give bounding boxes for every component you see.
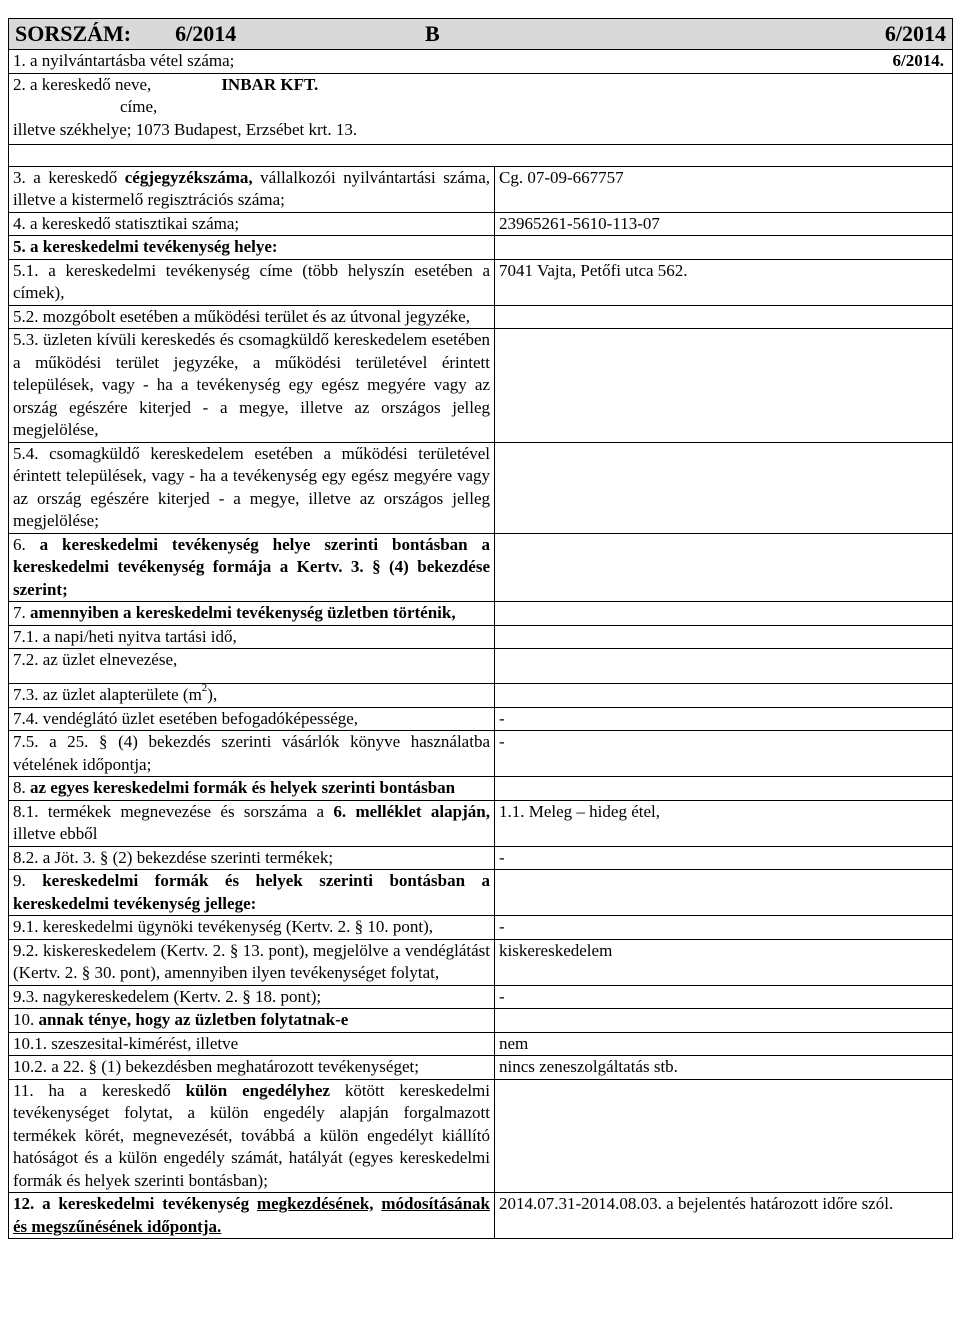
row-3-label-a: 3. a kereskedő	[13, 167, 125, 187]
row-10-label: annak ténye, hogy az üzletben folytatnak-e	[38, 1010, 349, 1029]
row-8-2-label: 8.2. a Jöt. 3. § (2) bekezdése szerinti termékek;	[13, 847, 334, 867]
row-5-4	[9, 442, 953, 533]
row-9-label: kereskedelmi formák és helyek szerinti bontásban a kereskedelmi tevékenység jellege:	[13, 871, 491, 913]
row-5-4-label: 5.4. csomagküldő kereskedelem esetében a működési területével érintett települések, vagy - ha a tevékenység egy egész megyére vagy az ország egészére kiterjed - a megye, illetve az országos jelleg megjelölése;	[13, 443, 490, 530]
row-5-3	[9, 329, 953, 443]
row-10-num: 10.	[13, 1010, 39, 1029]
row-7-5-value: -	[499, 732, 505, 751]
row-9-1-label: 9.1. kereskedelmi ügynöki tevékenység (Kertv. 2. § 10. pont),	[13, 917, 434, 936]
row-8-1-value: 1.1. Meleg – hideg étel,	[499, 801, 660, 821]
row-9-2-value: kiskereskedelem	[499, 940, 613, 960]
row-5-3-label: 5.3. üzleten kívüli kereskedés és csomagküldő kereskedelem esetében a működési terület jegyzéke, a működési területével érintett települések, vagy - ha a tevékenység egy egész megyére vagy az ország egészére kiterjed - a megye, illetve az országos jelleg megjelölése,	[13, 330, 490, 439]
row-8-label: az egyes kereskedelmi formák és helyek szerinti bontásban	[30, 778, 456, 797]
merchant-address: 1073 Budapest, Erzsébet krt. 13.	[135, 119, 358, 139]
row-5-1-value: 7041 Vajta, Petőfi utca 562.	[499, 260, 688, 280]
row-2	[9, 73, 953, 144]
row-9-3	[9, 985, 953, 1009]
row-7-2-label: 7.2. az üzlet elnevezése,	[13, 650, 178, 669]
row-8-1-label-a: 8.1. termékek megnevezése és sorszáma a	[13, 801, 334, 821]
row-12-label-d: módosításának és megszűnésének időpontja.	[13, 1194, 491, 1236]
row-2-line2: címe,	[120, 97, 158, 116]
row-5	[9, 236, 953, 260]
row-10-2-value: nincs zeneszolgáltatás stb.	[499, 1057, 678, 1076]
row-7-3-sup: 2	[201, 682, 208, 695]
row-9-3-value: -	[499, 986, 505, 1006]
row-12-value: 2014.07.31-2014.08.03. a bejelentés határozott időre szól.	[499, 1194, 894, 1213]
row-12	[9, 1193, 953, 1239]
gap-row	[9, 144, 953, 166]
row-7-4-label: 7.4. vendéglátó üzlet esetében befogadóképessége,	[13, 708, 359, 728]
row-7-1	[9, 625, 953, 649]
row-7	[9, 602, 953, 626]
header-number: 6/2014	[884, 21, 946, 46]
row-7-3-label: 7.3. az üzlet alapterülete (m	[13, 685, 202, 704]
row-7-num: 7.	[13, 603, 30, 622]
row-11-label-c: kötött kereskedelmi tevékenységet folytat, a külön engedély alapján forgalmazott termékek körét, megnevezését, továbbá a külön engedélyt kiállító hatóságot és a külön engedély számát, hatályát (egyes kereskedelmi formák és helyek szerinti bontásban);	[13, 1080, 490, 1190]
row-7-label: amennyiben a kereskedelmi tevékenység üzletben történik,	[30, 603, 456, 622]
row-11-label-b: külön engedélyhez	[185, 1080, 330, 1100]
row-3-label-b: cégjegyzékszáma,	[124, 167, 253, 187]
row-1-value: 6/2014.	[892, 51, 944, 70]
row-9-1-value: -	[499, 917, 505, 936]
row-5-2-label: 5.2. mozgóbolt esetében a működési terület és az útvonal jegyzéke,	[13, 306, 470, 326]
row-7-5	[9, 731, 953, 777]
row-12-label-b: megkezdésének,	[256, 1194, 374, 1213]
row-4-label: 4. a kereskedő statisztikai száma;	[13, 213, 240, 233]
row-6-num: 6.	[13, 534, 40, 554]
row-9-2-label: 9.2. kiskereskedelem (Kertv. 2. § 13. pont), megjelölve a vendéglátást (Kertv. 2. § 30. pont), amennyiben ilyen tevékenységet folytat,	[13, 940, 490, 982]
row-8-1	[9, 800, 953, 846]
merchant-name: INBAR KFT.	[221, 74, 319, 94]
row-7-5-label: 7.5. a 25. § (4) bekezdés szerinti vásárlók könyve használatba vételének időpontja;	[13, 732, 490, 774]
row-9-2	[9, 939, 953, 985]
row-7-3	[9, 684, 953, 708]
row-10-2	[9, 1056, 953, 1080]
row-9	[9, 870, 953, 916]
row-8-1-label-b: 6. melléklet alapján,	[333, 801, 490, 821]
header-category: B	[425, 21, 440, 46]
row-6-label: a kereskedelmi tevékenység helye szerinti bontásban a kereskedelmi tevékenység formája a Kertv. 3. § (4) bekezdése szerint;	[13, 534, 490, 599]
row-7-3-suffix: ),	[207, 685, 218, 704]
row-10-1	[9, 1032, 953, 1056]
row-12-label-a: 12. a kereskedelmi tevékenység	[13, 1194, 257, 1213]
row-10-1-value: nem	[499, 1033, 529, 1053]
row-3	[9, 166, 953, 212]
registration-document	[8, 18, 952, 1239]
row-5-1-label: 5.1. a kereskedelmi tevékenység címe (több helyszín esetében a címek),	[13, 260, 490, 302]
row-10	[9, 1009, 953, 1033]
row-3-value: Cg. 07-09-667757	[499, 167, 624, 187]
row-9-num: 9.	[13, 871, 43, 890]
row-2-label: 2. a kereskedő neve,	[13, 74, 152, 94]
row-4	[9, 212, 953, 236]
row-8-1-label-c: illetve ebből	[13, 824, 98, 843]
row-7-4	[9, 707, 953, 731]
row-5-1	[9, 259, 953, 305]
row-9-3-label: 9.3. nagykereskedelem (Kertv. 2. § 18. pont);	[13, 986, 322, 1006]
row-1-label: 1. a nyilvántartásba vétel száma;	[13, 51, 235, 70]
row-10-2-label: 10.2. a 22. § (1) bekezdésben meghatározott tevékenységet;	[13, 1057, 419, 1076]
row-6	[9, 533, 953, 602]
row-2-line3: illetve székhelye;	[13, 119, 132, 139]
header-row	[9, 19, 953, 50]
row-1	[9, 50, 953, 74]
row-11	[9, 1079, 953, 1193]
row-7-2	[9, 649, 953, 684]
header-serial: SORSZÁM: 6/2014	[15, 21, 237, 46]
row-4-value: 23965261-5610-113-07	[499, 213, 660, 233]
row-3-label-c: vállalkozói nyilvántartási száma, illetve a kistermelő regisztrációs száma;	[13, 167, 490, 209]
row-8-num: 8.	[13, 778, 30, 797]
row-10-1-label: 10.1. szeszesital-kimérést, illetve	[13, 1033, 239, 1053]
row-8	[9, 777, 953, 801]
row-9-1	[9, 916, 953, 940]
row-8-2-value: -	[499, 847, 505, 867]
row-5-2	[9, 305, 953, 329]
row-11-label-a: 11. ha a kereskedő	[13, 1080, 186, 1100]
row-7-4-value: -	[499, 708, 505, 728]
row-5-label: 5. a kereskedelmi tevékenység helye:	[13, 237, 278, 256]
row-7-1-label: 7.1. a napi/heti nyitva tartási idő,	[13, 626, 237, 646]
row-8-2	[9, 846, 953, 870]
registration-table	[8, 18, 953, 1239]
